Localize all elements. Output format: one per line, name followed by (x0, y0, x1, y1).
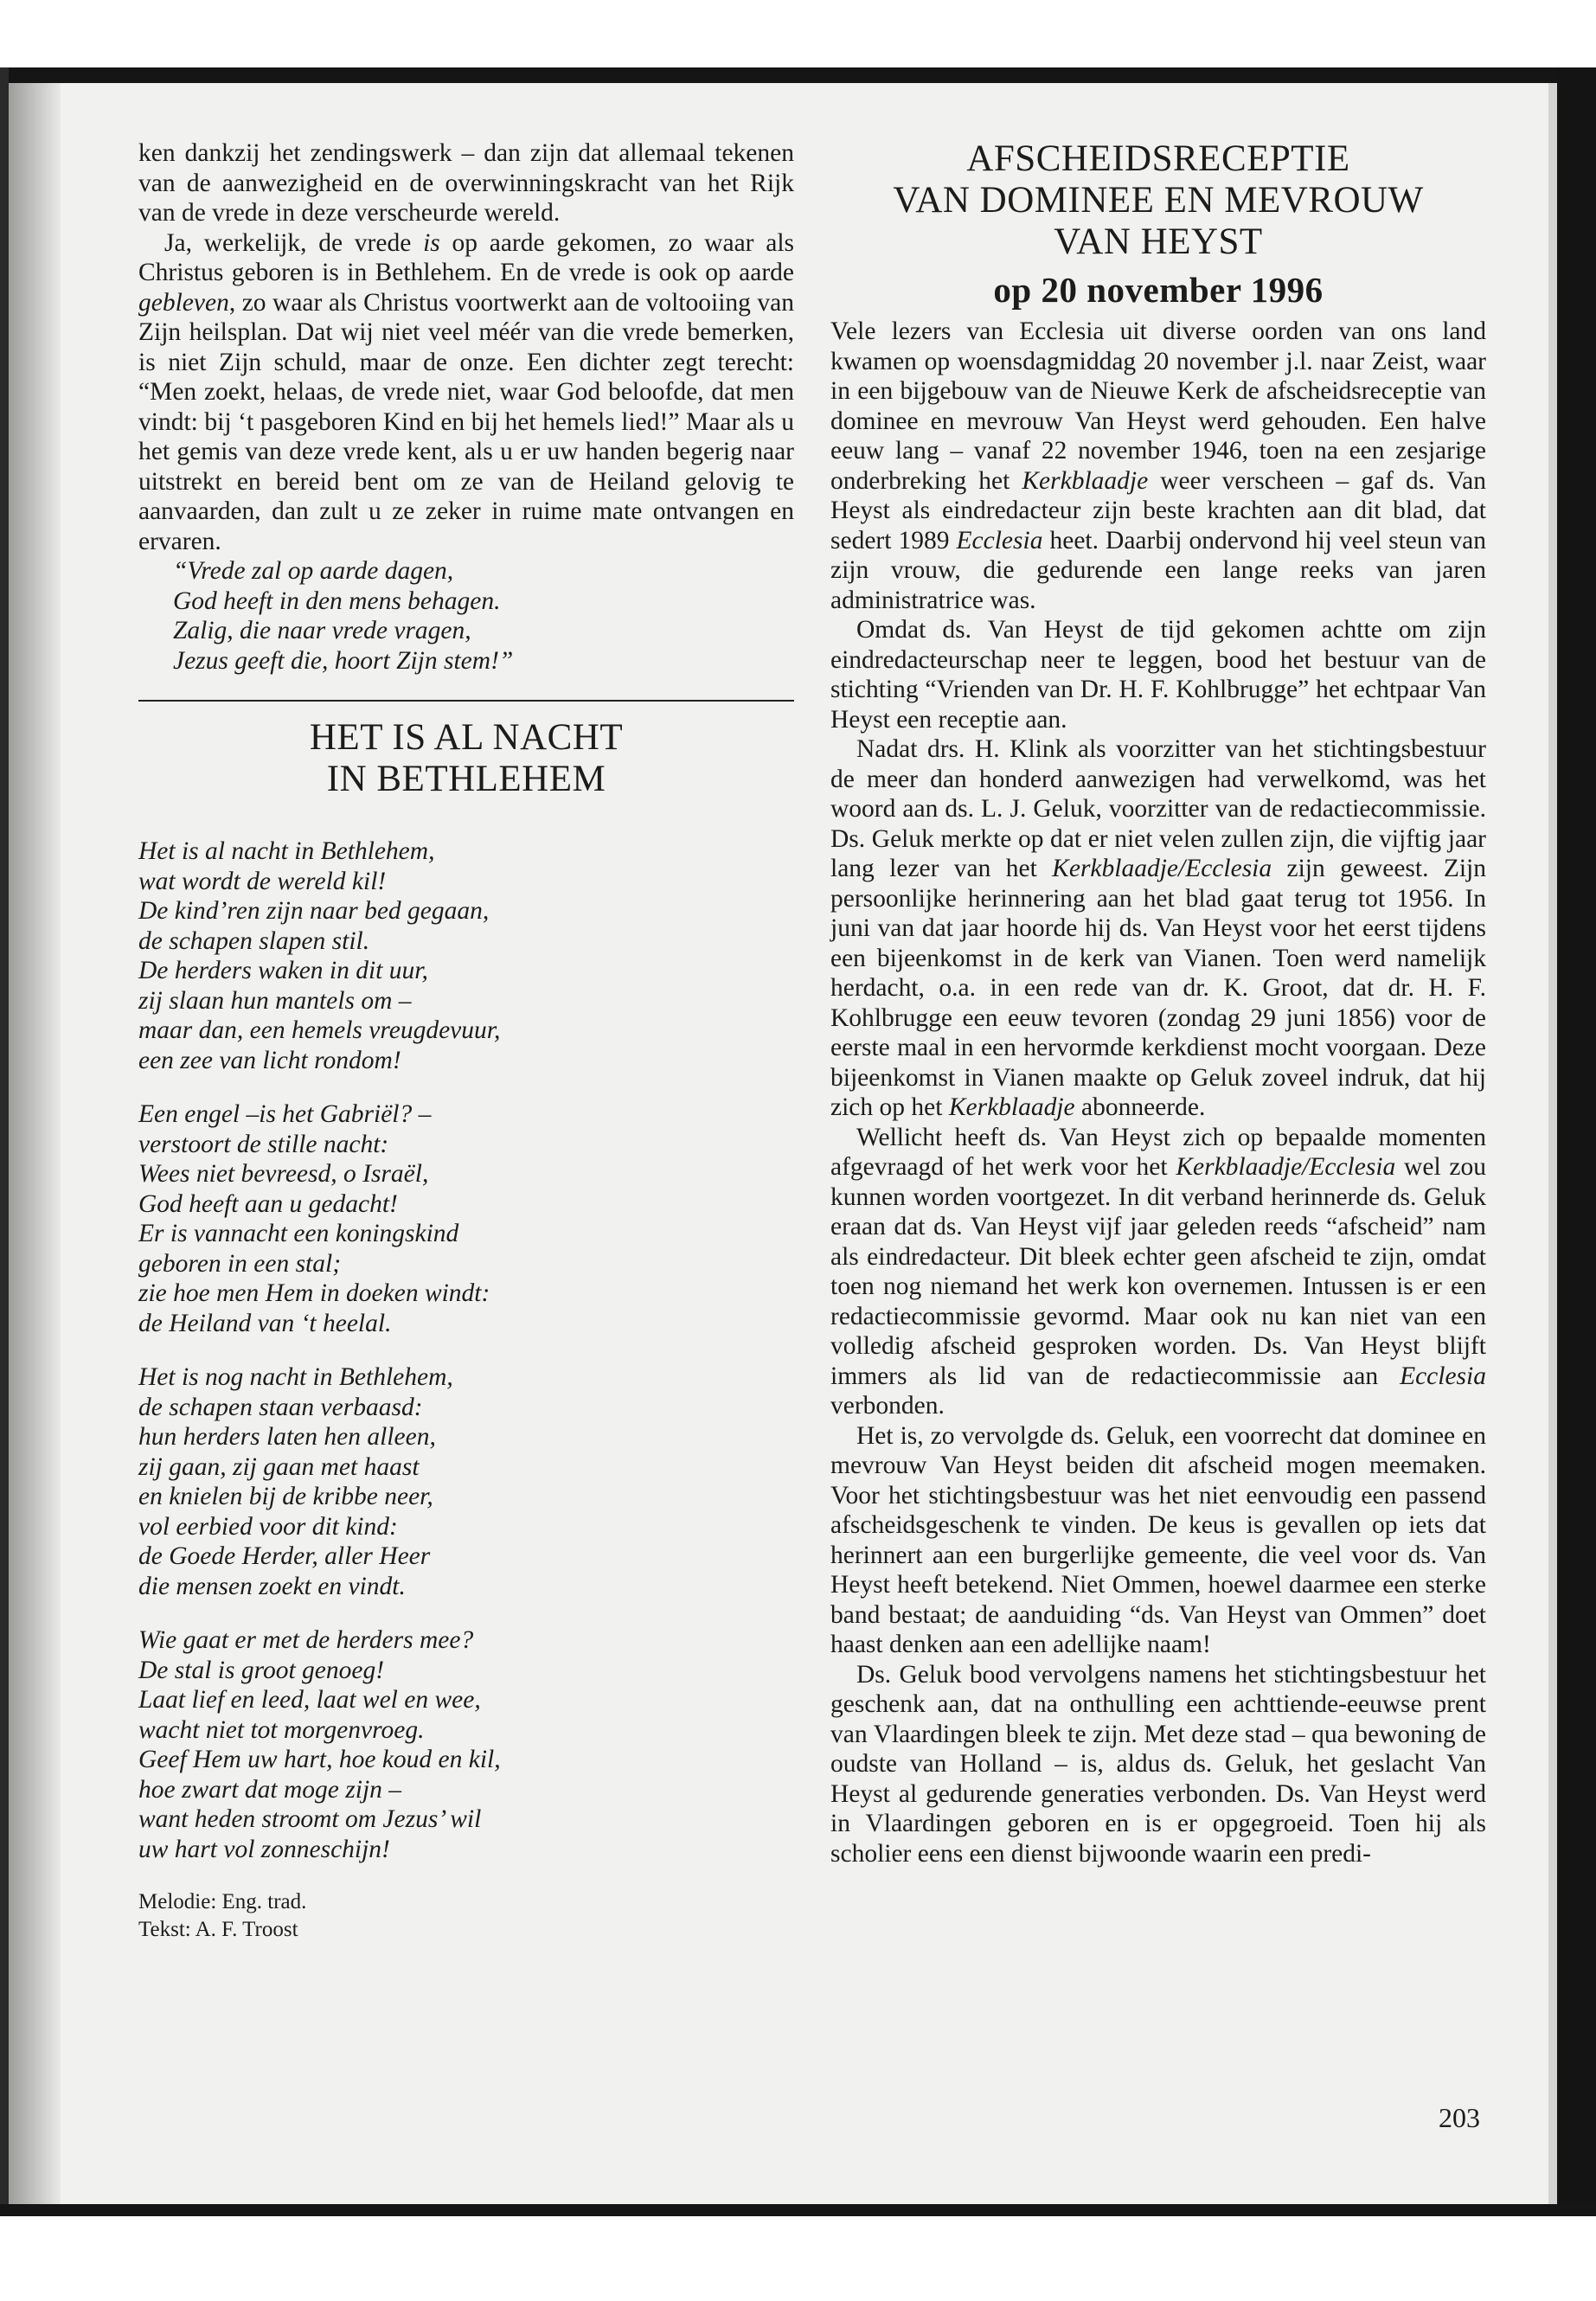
right-column (830, 138, 1486, 1868)
poem-line: de Goede Herder, aller Heer (138, 1542, 431, 1570)
left-column (138, 138, 794, 1944)
emphasis: gebleven (138, 288, 229, 317)
poem-line: De stal is groot genoeg! (138, 1656, 385, 1684)
poem-line: die mensen zoekt en vindt. (138, 1572, 406, 1600)
emphasis: Ecclesia (956, 526, 1043, 554)
article-paragraph-5: Het is, zo vervolgde ds. Geluk, een voorrecht dat dominee en mevrouw Van Heyst beiden dit afscheid mogen meemaken. Voor het stichtingsbestuur was het niet eenvoudig een passend afscheidsgeschenk te vinden. De keus is gevallen op iets dat herinnert aan een burgerlijke gemeente, die veel voor ds. Van Heyst heeft betekend. Niet Ommen, hoewel daarmee een sterke band bestaat; de aanduiding “ds. Van Heyst van Ommen” doet haast denken aan een adellijke naam! (830, 1421, 1486, 1658)
binding-gutter-shadow (9, 83, 61, 2204)
poem-title-line-2: IN BETHLEHEM (326, 759, 606, 799)
poem-line: Een engel –is het Gabriël? – (138, 1100, 432, 1128)
article-paragraph-1 (830, 317, 1486, 615)
poem-line: hoe zwart dat moge zijn – (138, 1775, 402, 1804)
poem-line: Het is al nacht in Bethlehem, (138, 837, 435, 865)
article-paragraph-3 (830, 734, 1486, 1123)
quote-line: Zalig, die naar vrede vragen, (173, 617, 471, 644)
poem-line: want heden stroomt om Jezus’ wil (138, 1805, 482, 1833)
poem-line: zij slaan hun mantels om – (138, 986, 412, 1015)
scan-left-edge (0, 67, 9, 2216)
poem-line: een zee van licht rondom! (138, 1046, 401, 1074)
poem-line: wat wordt de wereld kil! (138, 867, 387, 895)
poem-line: zij gaan, zij gaan met haast (138, 1452, 420, 1481)
title-line: AFSCHEIDSRECEPTIE (966, 138, 1350, 179)
text-run: wel zou kunnen worden voortgezet. In dit verband herinnerde ds. Geluk eraan dat ds. Van Heyst vijf jaar geleden reeds “afscheid” nam als eindredacteur. Dit bleek echter geen afscheid te zijn, omdat toen nog niemand het werk kon overnemen. Intussen is er een redactiecommissie gevormd. Maar ook nu kan niet van een volledig afscheid gesproken worden. Ds. Van Heyst blijft immers als lid van de redactiecommissie aan (830, 1153, 1486, 1390)
quote-line: “Vrede zal op aarde dagen, (173, 557, 454, 585)
title-line: VAN HEYST (1054, 221, 1263, 262)
peace-paragraph (138, 228, 794, 557)
text-run: Ja, werkelijk, de vrede (164, 228, 424, 257)
poem-stanza-2 (138, 1099, 794, 1338)
emphasis: Kerkblaadje (948, 1093, 1075, 1121)
text-run: Nadat drs. H. Klink als voorzitter van het stichtingsbestuur de meer dan honderd aanwezigen had verwelkomd, was het woord aan ds. L. J. Geluk, voorzitter van de redactiecommissie. Ds. Geluk merkte op dat er niet velen zullen zijn, die vijftig jaar lang lezer van het (830, 735, 1486, 882)
section-divider (138, 700, 794, 702)
poem-line: Laat lief en leed, laat wel en wee, (138, 1686, 481, 1714)
page-number: 203 (1439, 2102, 1480, 2133)
text-run: Vele lezers van Ecclesia uit diverse oorden van ons land kwamen op woensdagmiddag 20 november j.l. naar Zeist, waar in een bijgebouw van de Nieuwe Kerk de afscheidsreceptie van dominee en mevrouw Van Heyst werd gehouden. Een halve eeuw lang – vanaf 22 november 1946, toen na een zesjarige onderbreking het (830, 317, 1486, 495)
article-paragraph-6: Ds. Geluk bood vervolgens namens het stichtingsbestuur het geschenk aan, dat na onthulling een achttiende-eeuwse prent van Vlaardingen bleek te zijn. Met deze stad – qua bewoning de oudste van Holland – is, aldus ds. Geluk, het geslacht Van Heyst al gedurende generaties verbonden. Ds. Van Heyst werd in Vlaardingen geboren en is er opgegroeid. Toen hij als scholier eens een dienst bijwoonde waarin een predi- (830, 1660, 1486, 1868)
quote-line: Jezus geeft die, hoort Zijn stem!” (173, 646, 514, 675)
poem-line: en knielen bij de kribbe neer, (138, 1483, 433, 1510)
article-paragraph-2: Omdat ds. Van Heyst de tijd gekomen achtte om zijn eindredacteurschap neer te leggen, bood het bestuur van de stichting “Vrienden van Dr. H. F. Kohlbrugge” het echtpaar Van Heyst een receptie aan. (830, 616, 1486, 734)
melody-credit: Melodie: Eng. trad. (138, 1890, 307, 1913)
poem-line: wacht niet tot morgenvroeg. (138, 1715, 425, 1744)
poem-line: maar dan, een hemels vreugdevuur, (138, 1016, 501, 1044)
text-run: verbonden. (830, 1392, 945, 1420)
emphasis: Ecclesia (1400, 1362, 1486, 1390)
poem-line: God heeft aan u gedacht! (138, 1189, 398, 1218)
article-date-heading: op 20 november 1996 (993, 270, 1324, 310)
poem-line: Er is vannacht een koningskind (138, 1220, 459, 1247)
title-line: VAN DOMINEE EN MEVROUW (893, 180, 1424, 221)
quote-line: God heeft in den mens behagen. (173, 586, 501, 615)
emphasis: Kerkblaadje/Ecclesia (1176, 1153, 1396, 1181)
text-run: op aarde gekomen, zo waar als Christus geboren is in Bethlehem. En de vrede is ook op aarde (138, 228, 794, 286)
poem-line: De herders waken in dit uur, (138, 957, 428, 984)
poem-line: vol eerbied voor dit kind: (138, 1512, 398, 1541)
poem-stanza-3 (138, 1362, 794, 1601)
article-title (830, 138, 1486, 263)
poem-line: Geef Hem uw hart, hoe koud en kil, (138, 1746, 501, 1773)
poem-line: hun herders laten hen alleen, (138, 1423, 436, 1451)
text-run: Wellicht heeft ds. Van Heyst zich op bepaalde momenten afgevraagd of het werk voor het (830, 1123, 1486, 1181)
scan-top-edge (0, 67, 1596, 83)
emphasis: Kerkblaadje/Ecclesia (1052, 855, 1272, 882)
poem-line: geboren in een stal; (138, 1249, 342, 1278)
poem-line: de Heiland van ‘t heelal. (138, 1309, 392, 1337)
poem-line: Het is nog nacht in Bethlehem, (138, 1363, 453, 1391)
poem-line: Wie gaat er met de herders mee? (138, 1626, 474, 1654)
page-edge-shadow (1548, 83, 1557, 2204)
scan-bottom-edge (0, 2204, 1596, 2216)
text-run: heet. Daarbij ondervond hij veel steun van zijn vrouw, die gedurende een lange reeks van jaren administratrice was. (830, 526, 1486, 614)
article-paragraph-4 (830, 1123, 1486, 1421)
poem-stanza-4 (138, 1625, 794, 1864)
emphasis: is (423, 228, 440, 257)
text-run: weer verscheen – gaf ds. Van Heyst als eindredacteur zijn beste krachten aan dit blad, dat sedert 1989 (830, 466, 1486, 554)
poem-title-line-1: HET IS AL NACHT (309, 717, 624, 758)
poem-line: verstoort de stille nacht: (138, 1130, 389, 1158)
poem-line: Wees niet bevreesd, o Israël, (138, 1160, 429, 1188)
poem-credits (138, 1888, 794, 1944)
emphasis: Kerkblaadje (1022, 466, 1149, 495)
poem-line: de schapen slapen stil. (138, 926, 370, 955)
poem-line: uw hart vol zonneschijn! (138, 1835, 390, 1863)
poem-stanza-1 (138, 836, 794, 1075)
verse-quote (173, 556, 794, 676)
text-run: , zo waar als Christus voortwerkt aan de voltooiing van Zijn heilsplan. Dat wij niet veel méér van die vrede bemerken, is niet Zijn schuld, maar de onze. Een dichter zegt terecht: “Men zoekt, helaas, de vrede niet, waar God beloofde, dat men vindt: bij ‘t pasgeboren Kind en bij het hemels lied!” Maar als u het gemis van deze vrede kent, als u er uw handen begerig naar uitstrekt en bereid bent om ze van de Heiland gelovig te aanvaarden, dan zult u ze zeker in ruime mate ontvangen en ervaren. (138, 288, 794, 555)
scan-right-edge (1557, 67, 1596, 2216)
poem-line: zie hoe men Hem in doeken windt: (138, 1279, 490, 1307)
poem-line: De kind’ren zijn naar bed gegaan, (138, 897, 490, 925)
text-credit: Tekst: A. F. Troost (138, 1918, 298, 1941)
text-run: abonneerde. (1074, 1093, 1206, 1121)
text-run: zijn geweest. Zijn persoonlijke herinnering aan het blad gaat terug tot 1956. In juni van dat jaar hoorde hij ds. Van Heyst voor het eerst tijdens een bijeenkomst in de kerk van Vianen. Toen werd namelijk herdacht, o.a. in een rede van dr. K. Groot, dat dr. H. F. Kohlbrugge een eeuw tevoren (zondag 29 juni 1856) voor de eerste maal in een hervormde kerkdienst mocht voorgaan. Deze bijeenkomst in Vianen maakte op Geluk zoveel indruk, dat hij zich op het (830, 855, 1486, 1121)
intro-paragraph: ken dankzij het zendingswerk – dan zijn dat allemaal tekenen van de aanwezigheid en de overwinningskracht van het Rijk van de vrede in deze verscheurde wereld. (138, 139, 794, 227)
poem-line: de schapen staan verbaasd: (138, 1393, 423, 1421)
